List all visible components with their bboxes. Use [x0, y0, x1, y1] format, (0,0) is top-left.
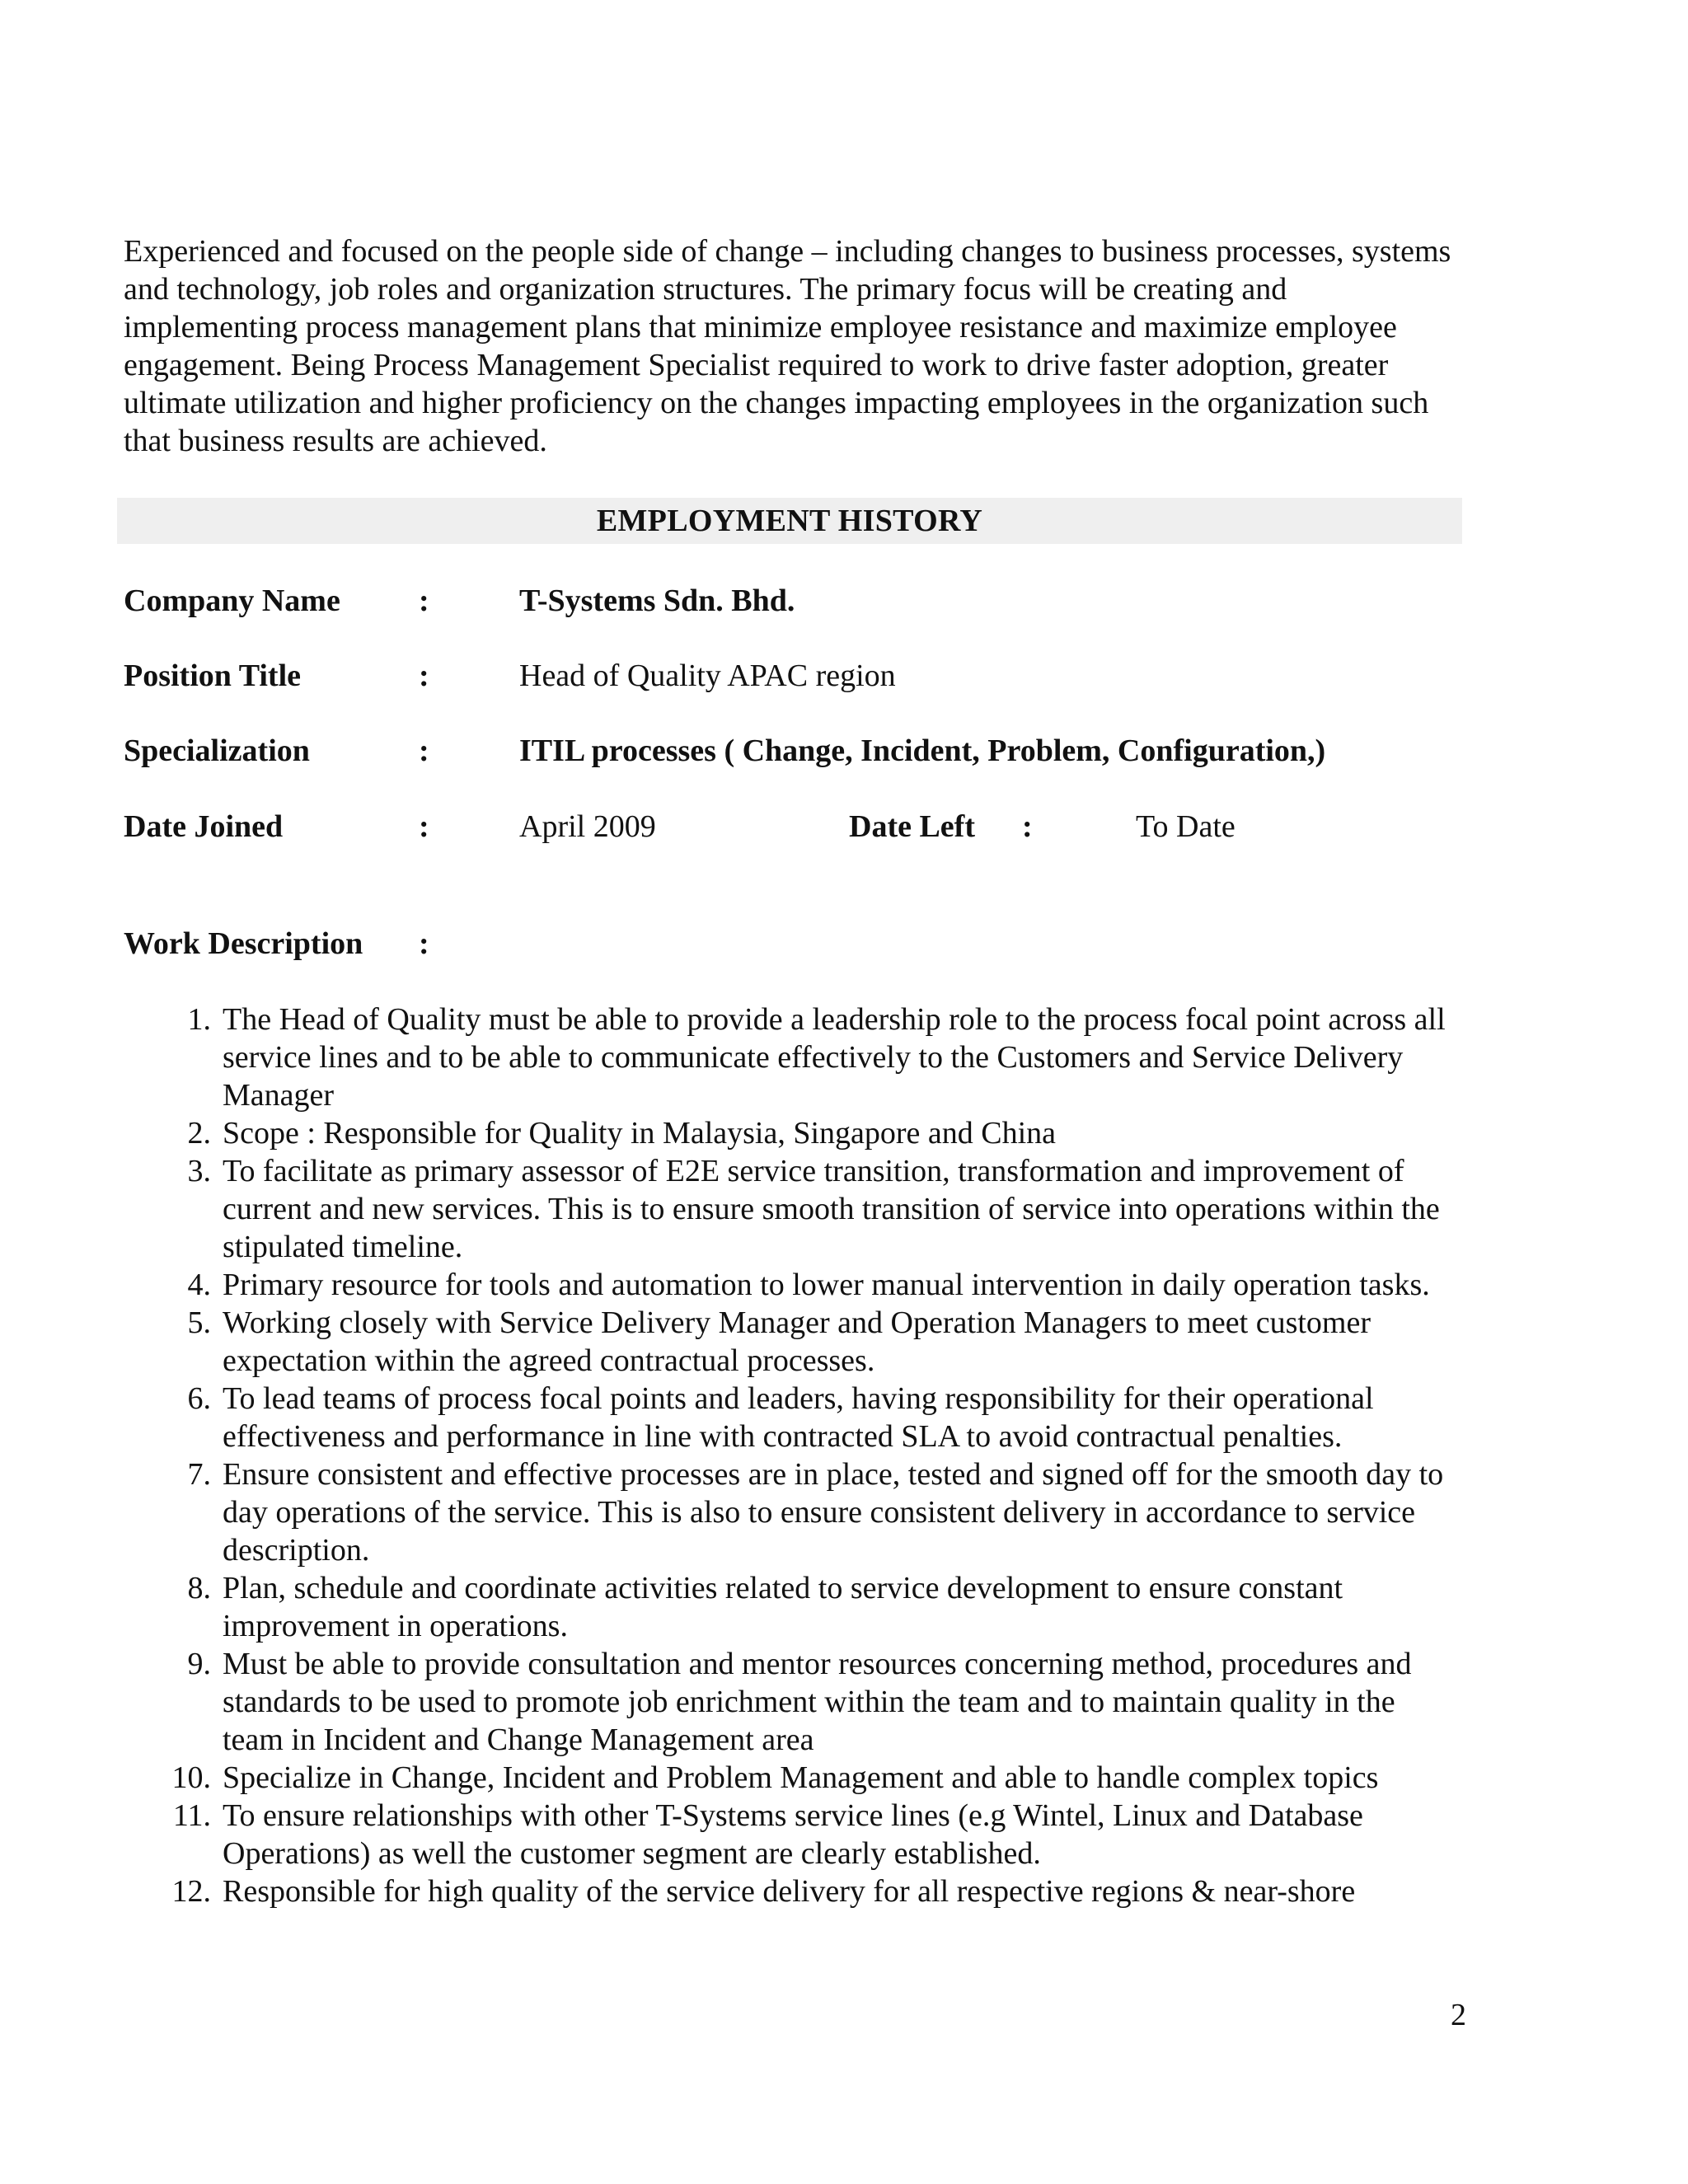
- specialization-row: [124, 732, 1525, 770]
- list-item: [124, 1001, 1459, 1114]
- list-item-text: Plan, schedule and coordinate activities related to service development to ensure constant improvement in operations.: [223, 1571, 1343, 1643]
- dates-row: [124, 808, 1525, 846]
- list-item-number: 2.: [187, 1116, 211, 1151]
- list-item: [124, 1797, 1459, 1872]
- position-value: Head of Quality APAC region: [519, 658, 896, 693]
- list-item-number: 10.: [171, 1760, 211, 1795]
- date-joined-label: Date Joined: [124, 809, 284, 844]
- section-header-band: [117, 498, 1462, 544]
- company-row: [124, 582, 1525, 620]
- company-value: T-Systems Sdn. Bhd.: [519, 583, 795, 618]
- section-title: EMPLOYMENT HISTORY: [596, 504, 983, 538]
- company-label: Company Name: [124, 583, 340, 618]
- list-item-number: 5.: [187, 1305, 211, 1340]
- list-item: [124, 1266, 1459, 1304]
- list-item-number: 4.: [187, 1268, 211, 1302]
- list-item-text: The Head of Quality must be able to provide a leadership role to the process focal point across all service lines and to be able to communicate effectively to the Customers and Service Delivery Manager: [223, 1002, 1446, 1113]
- list-item-text: To ensure relationships with other T-Systems service lines (e.g Wintel, Linux and Database Operations) as well the customer segment are clearly established.: [223, 1798, 1363, 1871]
- specialization-label: Specialization: [124, 733, 310, 768]
- work-description-colon: :: [419, 926, 429, 961]
- work-description-list: [124, 1001, 1459, 1910]
- list-item-number: 8.: [187, 1571, 211, 1605]
- list-item-text: Primary resource for tools and automation to lower manual intervention in daily operation tasks.: [223, 1268, 1430, 1302]
- position-label: Position Title: [124, 658, 302, 693]
- work-description-label: Work Description: [124, 926, 363, 961]
- list-item-text: Scope : Responsible for Quality in Malaysia, Singapore and China: [223, 1116, 1057, 1151]
- date-joined-colon: :: [419, 809, 429, 844]
- list-item-number: 9.: [187, 1647, 211, 1681]
- list-item: [124, 1380, 1459, 1455]
- list-item: [124, 1645, 1459, 1759]
- work-description-row: [124, 925, 1525, 963]
- list-item-number: 1.: [187, 1002, 211, 1037]
- list-item-text: Specialize in Change, Incident and Problem Management and able to handle complex topics: [223, 1760, 1379, 1795]
- list-item: [124, 1569, 1459, 1645]
- date-joined-value: April 2009: [519, 809, 656, 844]
- list-item-text: Ensure consistent and effective processes are in place, tested and signed off for the smooth day to day operations of the service. This is also to ensure consistent delivery in accordance to service description.: [223, 1457, 1444, 1568]
- list-item-text: To facilitate as primary assessor of E2E service transition, transformation and improvement of current and new services. This is to ensure smooth transition of service into operations within the stipulated timeline.: [223, 1154, 1440, 1264]
- list-item: [124, 1152, 1459, 1266]
- specialization-colon: :: [419, 733, 429, 768]
- list-item: [124, 1455, 1459, 1569]
- list-item-number: 6.: [187, 1381, 211, 1416]
- list-item: [124, 1304, 1459, 1380]
- list-item: [124, 1872, 1459, 1910]
- list-item-number: 3.: [187, 1154, 211, 1188]
- date-left-label: Date Left: [849, 809, 975, 844]
- list-item-text: Must be able to provide consultation and mentor resources concerning method, procedures and standards to be used to promote job enrichment within the team and to maintain quality in the team in Incident and Change Management area: [223, 1647, 1412, 1757]
- page-number: 2: [1451, 1998, 1466, 2032]
- date-left-colon: :: [1022, 809, 1033, 844]
- list-item-text: To lead teams of process focal points and leaders, having responsibility for their operational effectiveness and performance in line with contracted SLA to avoid contractual penalties.: [223, 1381, 1374, 1454]
- list-item-number: 7.: [187, 1457, 211, 1492]
- position-row: [124, 657, 1525, 695]
- list-item-text: Working closely with Service Delivery Manager and Operation Managers to meet customer expectation within the agreed contractual processes.: [223, 1305, 1371, 1378]
- specialization-value: ITIL processes ( Change, Incident, Problem, Configuration,): [519, 733, 1326, 768]
- company-colon: :: [419, 583, 429, 618]
- list-item: [124, 1759, 1459, 1797]
- list-item-text: Responsible for high quality of the service delivery for all respective regions & near-shore: [223, 1874, 1356, 1909]
- list-item-number: 11.: [172, 1798, 211, 1833]
- date-left-value: To Date: [1136, 809, 1236, 844]
- list-item: [124, 1114, 1459, 1152]
- profile-summary: Experienced and focused on the people side of change – including changes to business processes, systems and technology, job roles and organization structures. The primary focus will be creating and implementing process management plans that minimize employee resistance and maximize employee engagement. Being Process Management Specialist required to work to drive faster adoption, greater ultimate utilization and higher proficiency on the changes impacting employees in the organization such that business results are achieved.: [124, 234, 1451, 458]
- list-item-number: 12.: [171, 1874, 211, 1909]
- position-colon: :: [419, 658, 429, 693]
